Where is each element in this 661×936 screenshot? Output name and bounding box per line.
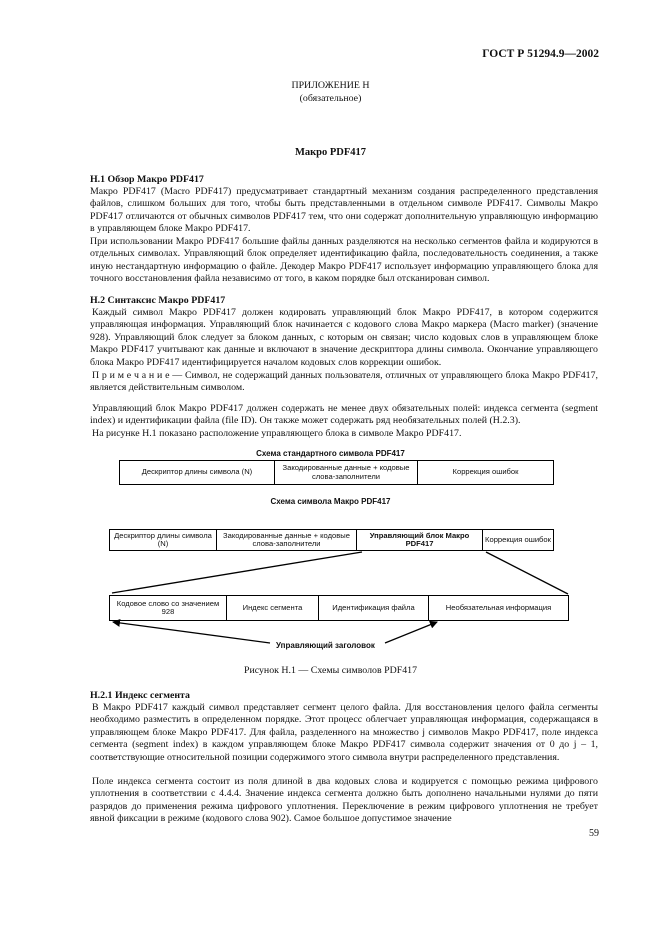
appendix-subtitle: (обязательное) xyxy=(299,93,362,104)
macro-cell-length-descriptor: Дескриптор длины символа (N) xyxy=(110,530,217,550)
page-number: 59 xyxy=(589,828,599,839)
paragraph-7: Поле индекса сегмента состоит из поля длиной в два кодовых слова и кодируется с помощью режима цифрового уплотнения в соответствии с 4.4.4. Значение индекса сегмента должно быть дополнено начальными нулями до пяти разрядов до применения режима цифрового уплотнения. Переключение в режим цифрового уплотнения не требует явной фиксации в режиме (кодового слова 902). Самое большое допустимое значение xyxy=(90,776,598,825)
expansion-line-right xyxy=(486,552,568,594)
paragraph-6: В Макро PDF417 каждый символ представляет сегмент целого файла. Для восстановления целого файла сегменты необходимо разместить в определенном порядке. Этот процесс облегчает управляющая информация, содержащаяся в управляющем блоке Макро PDF417. Для файла, разделенного на множество j символов Макро PDF417, поле индекса сегмента (segment index) в каждом управляющем блоке Макро PDF417 символа содержит значения от 0 до j – 1, соответствующие относительной позиции содержимого этого символа внутри распределенного представления. xyxy=(90,702,598,763)
standard-cell-error-correction: Коррекция ошибок xyxy=(452,467,519,477)
section-heading-h2: Н.2 Синтаксис Макро PDF417 xyxy=(90,295,226,306)
paragraph-4: Управляющий блок Макро PDF417 должен содержать не менее двух обязательных полей: индекса сегмента (segment index) и идентификации файла (file ID). Он также может содержать ряд необязательных полей (Н.2.3). xyxy=(90,403,598,427)
figure-caption: Рисунок Н.1 — Схемы символов PDF417 xyxy=(243,665,418,676)
appendix-title: ПРИЛОЖЕНИЕ Н xyxy=(291,80,370,91)
document-title: Макро PDF417 xyxy=(294,147,367,158)
macro-cell-control-block: Управляющий блок Макро PDF417 xyxy=(357,530,483,550)
section-heading-h3: Н.2.1 Индекс сегмента xyxy=(90,690,190,701)
figure-title-macro: Схема символа Макро PDF417 xyxy=(270,497,391,506)
control-header-label: Управляющий заголовок xyxy=(276,641,375,650)
header-arrow-right xyxy=(385,622,437,643)
standard-header: ГОСТ Р 51294.9—2002 xyxy=(482,48,599,60)
figure-title-standard: Схема стандартного символа PDF417 xyxy=(256,449,405,458)
standard-cell-length-descriptor: Дескриптор длины символа (N) xyxy=(120,461,275,484)
header-arrow-left xyxy=(113,622,270,643)
macro-cell-encoded-data: Закодированные данные + кодовые слова-заполнители xyxy=(217,530,357,550)
control-cell-macro-marker: Кодовое слово со значением 928 xyxy=(110,596,227,620)
paragraph-5: На рисунке Н.1 показано расположение управляющего блока в символе Макро PDF417. xyxy=(92,428,462,439)
control-cell-optional-info: Необязательная информация xyxy=(445,602,552,612)
section-heading-h1: Н.1 Обзор Макро PDF417 xyxy=(90,174,204,185)
paragraph-2: При использовании Макро PDF417 большие файлы данных разделяются на несколько сегментов файла и кодируются в отдельных символах. Управляющий блок определяет идентификацию файла, последовательность соединения, а также иную нестандартную информацию о файле. Декодер Макро PDF417 использует информацию управляющего блока для точного восстановления файла независимо от того, в каком порядке был отсканирован символ. xyxy=(90,236,598,285)
standard-cell-encoded-data: Закодированные данные + кодовые слова-заполнители xyxy=(275,461,418,484)
control-cell-segment-index: Индекс сегмента xyxy=(227,596,319,620)
paragraph-1: Макро PDF417 (Macro PDF417) предусматривает стандартный механизм создания распределенного представления файлов, слишком больших для того, чтобы быть представленными в отдельном символе PDF417. Символы Макро PDF417 отличаются от обычных символов PDF417 тем, что они содержат дополнительную управляющую информацию в управляющем блоке Макро PDF417. xyxy=(90,186,598,235)
control-cell-file-id: Идентификация файла xyxy=(319,596,429,620)
paragraph-3: Каждый символ Макро PDF417 должен кодировать управляющий блок Макро PDF417, в котором содержится управляющая информация. Управляющий блок начинается с кодового слова Макро маркера (Macro marker) (значение 928). Управляющий блок следует за блоком данных, с которым он связан; число кодовых слов в управляющем блоке Макро PDF417 учитывают как данные и включают в значение дескриптора длины символа. Окончание управляющего блока Макро PDF417 идентифицируется началом кодовых слов коррекции ошибок. xyxy=(90,307,598,368)
note-text: Символ, не содержащий данных пользователя, отличных от управляющего блока Макро PDF417, является действительным символом. xyxy=(90,370,598,394)
expansion-line-left xyxy=(112,552,362,593)
note-label: П р и м е ч а н и е — xyxy=(92,370,183,381)
macro-cell-error-correction: Коррекция ошибок xyxy=(485,534,551,544)
